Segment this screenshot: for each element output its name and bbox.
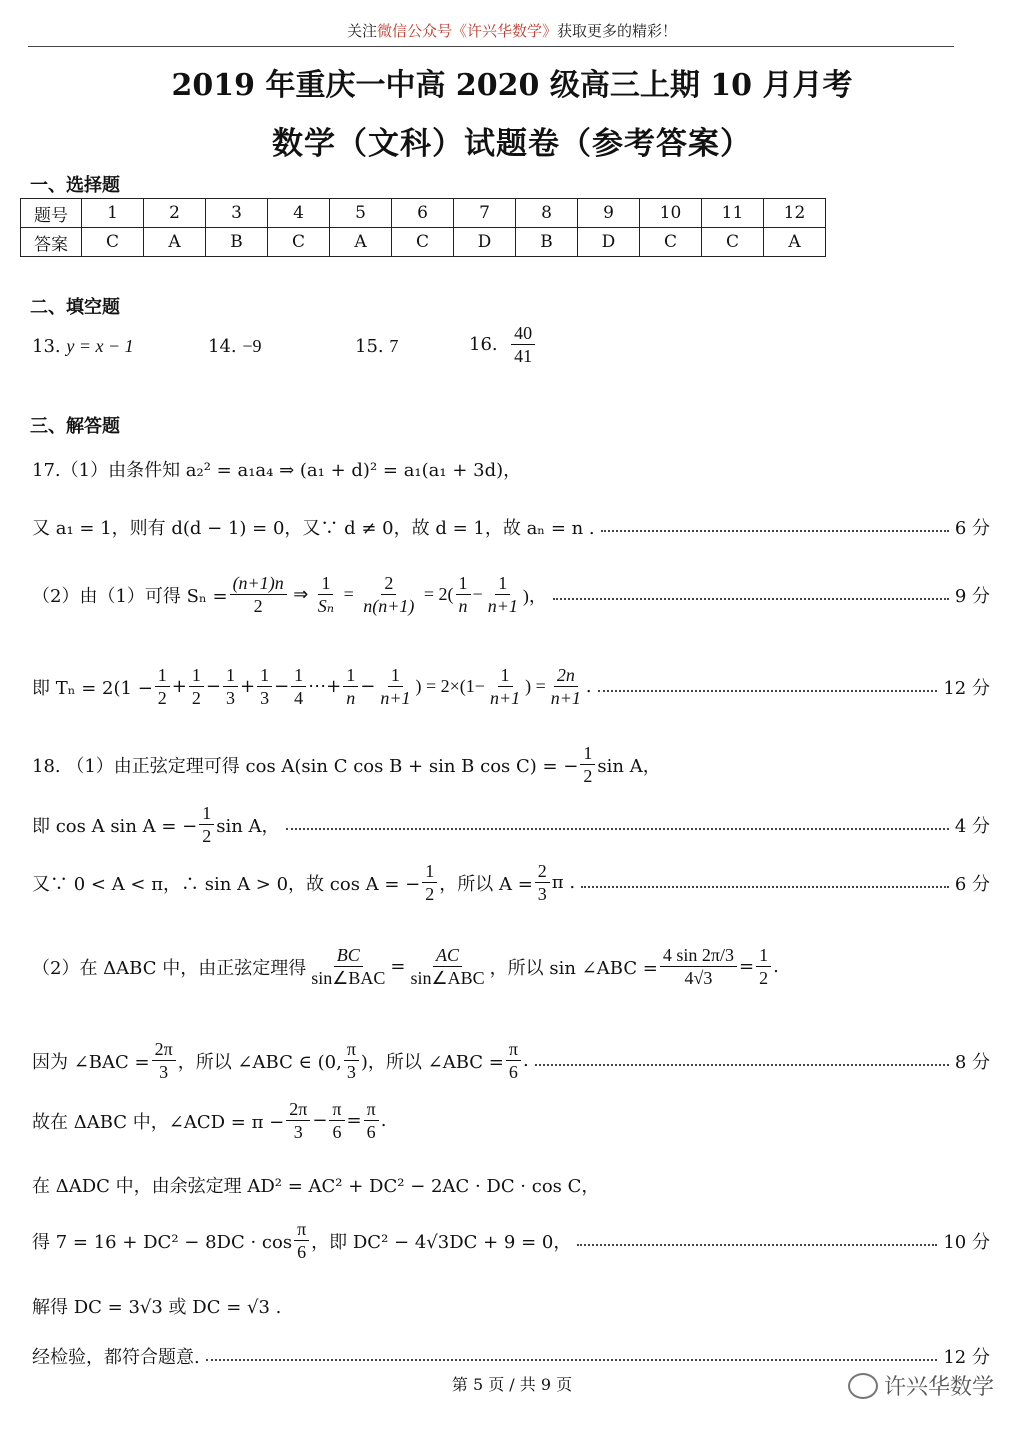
fraction <box>294 1218 309 1263</box>
fraction-numerator: 1 <box>343 664 358 687</box>
table-cell: 12 <box>764 199 826 228</box>
fraction <box>152 1038 176 1083</box>
line-text: sin A， <box>216 815 280 837</box>
q-label: 16. <box>469 334 498 355</box>
fraction-numerator: 1 <box>498 664 513 687</box>
solution-line: （2）在 ΔABC 中，由正弦定理得 $\frac{BC}{\text{sin∠BAC}}$ = $\frac{AC}{\text{sin∠ABC}}$ ，所以 sin ∠ABC = $\frac{4 \sin 2\pi/3}{4√3}$ = $\frac{1}{2}$ . <box>32 945 779 988</box>
fraction-denominator: 3 <box>346 1062 356 1082</box>
score: 8 分 <box>954 1051 990 1073</box>
q-answer: y = x − 1 <box>66 336 134 356</box>
fraction <box>199 802 214 847</box>
q-label: 15. <box>355 336 384 357</box>
fraction-denominator: 3 <box>159 1062 169 1082</box>
fraction-denominator: n(n+1) <box>363 596 415 616</box>
dot-leader <box>581 886 949 888</box>
table-cell: C <box>640 228 702 257</box>
score: 10 分 <box>943 1231 990 1253</box>
line-text: 又∵ 0 < A < π，∴ sin A > 0，故 cos A = − <box>32 873 421 895</box>
fraction-numerator: 1 <box>388 664 403 687</box>
solution-line <box>32 1172 990 1198</box>
fraction <box>343 664 358 709</box>
solution-line <box>32 860 990 905</box>
fraction <box>456 572 471 617</box>
fraction-numerator: 1 <box>456 572 471 595</box>
wechat-icon <box>848 1373 878 1399</box>
fraction-numerator: 1 <box>155 664 170 687</box>
fraction-numerator: 1 <box>223 664 238 687</box>
fraction <box>257 664 272 709</box>
fraction <box>360 572 417 617</box>
solution-line <box>32 802 990 847</box>
line-text: （2）由（1）可得 Sₙ = <box>32 585 228 607</box>
watermark <box>848 1370 994 1401</box>
table-cell: D <box>454 228 516 257</box>
dot-leader <box>598 690 938 692</box>
table-cell: B <box>516 228 578 257</box>
fraction-denominator: n+1 <box>380 688 411 708</box>
fraction <box>344 1038 359 1083</box>
fraction <box>286 1098 310 1143</box>
solution-line <box>32 1293 990 1319</box>
line-text: ，所以 ∠ABC ∈ (0, <box>177 1051 342 1073</box>
fraction-denominator: 2 <box>759 968 769 988</box>
row-label: 答案 <box>21 228 82 257</box>
fraction-numerator: π <box>344 1038 359 1061</box>
fraction-numerator: 4 sin 2π/3 <box>660 944 737 967</box>
header-rule <box>28 46 954 47</box>
table-cell: C <box>268 228 330 257</box>
row-label: 题号 <box>21 199 82 228</box>
fraction-numerator: π <box>364 1098 379 1121</box>
fraction-denominator: 6 <box>297 1242 307 1262</box>
fraction-denominator: 3 <box>293 1122 303 1142</box>
fraction <box>511 322 535 367</box>
header-suffix: 获取更多的精彩！ <box>557 22 678 40</box>
table-cell: 5 <box>330 199 392 228</box>
fraction-numerator: 1 <box>422 860 437 883</box>
fraction-denominator: 41 <box>514 346 533 366</box>
dot-leader <box>535 1064 949 1066</box>
math-symbol: = <box>339 584 359 604</box>
fraction-numerator: π <box>506 1038 521 1061</box>
math-symbol: = 2( <box>419 584 454 604</box>
line-text: 故在 ΔABC 中，∠ACD = π − <box>32 1111 285 1133</box>
fraction <box>548 664 584 709</box>
dot-leader <box>577 1244 937 1246</box>
table-cell: A <box>144 228 206 257</box>
line-text: ，所以 sin ∠ABC = <box>489 957 658 979</box>
math-symbol: )， <box>522 585 547 606</box>
fraction-numerator: 2 <box>381 572 396 595</box>
header-prefix: 关注 <box>346 22 377 40</box>
fraction-denominator: 3 <box>537 884 547 904</box>
fraction-denominator: 2 <box>202 826 212 846</box>
dot-leader <box>553 598 949 600</box>
fraction-numerator: 40 <box>511 322 535 345</box>
fraction <box>364 1098 379 1143</box>
fraction <box>407 944 487 989</box>
fraction-denominator: 2 <box>191 688 201 708</box>
fraction <box>506 1038 521 1083</box>
line-text: 解得 DC = 3√3 或 DC = √3 . <box>32 1297 282 1318</box>
fraction-numerator: 1 <box>257 664 272 687</box>
fraction-numerator: 2n <box>554 664 578 687</box>
math-symbol: − <box>472 584 483 604</box>
table-row-numbers <box>21 199 826 228</box>
table-cell: 4 <box>268 199 330 228</box>
table-cell: 8 <box>516 199 578 228</box>
fill-13 <box>32 336 134 357</box>
score: 6 分 <box>954 518 990 539</box>
table-cell: C <box>702 228 764 257</box>
score: 12 分 <box>943 1347 990 1368</box>
table-cell: 9 <box>578 199 640 228</box>
fraction-numerator: 1 <box>199 802 214 825</box>
fraction <box>155 664 170 709</box>
table-cell: B <box>206 228 268 257</box>
fraction <box>189 664 204 709</box>
line-text: 又 a₁ = 1，则有 d(d − 1) = 0，又∵ d ≠ 0，故 d = 1，故 aₙ = n . <box>32 518 595 539</box>
fraction-denominator: 3 <box>260 688 270 708</box>
table-cell: 7 <box>454 199 516 228</box>
solution-line <box>32 514 990 540</box>
fraction-numerator: π <box>294 1218 309 1241</box>
line-text: )，所以 ∠ABC = <box>360 1051 504 1073</box>
fraction-denominator: n <box>458 596 468 616</box>
fraction-numerator: 2 <box>535 860 550 883</box>
line-text: 得 7 = 16 + DC² − 8DC · cos <box>32 1231 293 1253</box>
solution-line <box>32 742 990 787</box>
score: 9 分 <box>954 585 990 607</box>
table-cell: 3 <box>206 199 268 228</box>
solution-line <box>32 456 990 482</box>
math-symbol: ) = <box>525 676 546 696</box>
fraction-denominator: 4 <box>294 688 304 708</box>
table-cell: C <box>392 228 454 257</box>
fraction <box>580 742 595 787</box>
section-fill: 二、填空题 <box>30 297 120 318</box>
table-cell: A <box>330 228 392 257</box>
line-text: sin A， <box>597 755 661 777</box>
solution-line: 因为 ∠BAC = $\frac{2\pi}{3}$ ，所以 ∠ABC ∈ (0, $\frac{\pi}{3}$ )，所以 ∠ABC = $\frac{\pi}{6}$ . 8 分 <box>32 1039 990 1082</box>
fraction-denominator: 4√3 <box>684 968 713 988</box>
answer-table <box>20 198 826 257</box>
fill-16 <box>469 322 537 367</box>
fraction-denominator: n+1 <box>487 596 518 616</box>
page-footer: 第 5 页 / 共 9 页 <box>451 1375 573 1394</box>
fraction <box>485 572 521 617</box>
fraction-denominator: 6 <box>508 1062 518 1082</box>
line-text: 在 ΔADC 中，由余弦定理 AD² = AC² + DC² − 2AC · DC · cos C， <box>32 1176 600 1197</box>
fraction <box>329 1098 344 1143</box>
dot-leader <box>286 828 949 830</box>
fraction-denominator: n+1 <box>550 688 581 708</box>
table-cell: 6 <box>392 199 454 228</box>
q-answer: −9 <box>242 336 262 356</box>
solution-line <box>32 1218 990 1263</box>
fraction-numerator: 2π <box>152 1038 176 1061</box>
line-text: ，即 DC² − 4√3DC + 9 = 0， <box>311 1231 572 1253</box>
header-highlight: 微信公众号《许兴华数学》 <box>376 22 557 40</box>
fraction-numerator: 1 <box>189 664 204 687</box>
line-text: 经检验，都符合题意. <box>32 1347 200 1368</box>
fraction-numerator: 1 <box>318 572 333 595</box>
fraction-denominator: 6 <box>332 1122 342 1142</box>
page-header <box>0 20 1024 41</box>
fill-15 <box>355 336 398 357</box>
fraction-denominator: 6 <box>366 1122 376 1142</box>
fraction-numerator: (n+1)n <box>230 572 287 595</box>
exam-title: 2019 年重庆一中高 2020 级高三上期 10 月月考 <box>171 68 853 103</box>
line-text: 即 cos A sin A = − <box>32 815 198 837</box>
fraction-numerator: BC <box>334 944 363 967</box>
table-cell: 11 <box>702 199 764 228</box>
fraction-denominator: n <box>346 688 356 708</box>
solution-line <box>32 1343 990 1369</box>
fraction-denominator: Sₙ <box>317 596 335 616</box>
table-row-answers <box>21 228 826 257</box>
line-text: 17.（1）由条件知 a₂² = a₁a₄ ⇒ (a₁ + d)² = a₁(a₁ + 3d)， <box>32 460 522 481</box>
fraction-denominator: 2 <box>583 766 593 786</box>
solution-line: 故在 ΔABC 中，∠ACD = π − $\frac{2\pi}{3}$ − $\frac{\pi}{6}$ = $\frac{\pi}{6}$ . <box>32 1099 387 1142</box>
score: 4 分 <box>954 815 990 837</box>
fraction <box>377 664 413 709</box>
line-text: （2）在 ΔABC 中，由正弦定理得 <box>32 957 307 979</box>
watermark-text: 许兴华数学 <box>883 1375 994 1400</box>
math-symbol: ⇒ <box>288 584 313 604</box>
fraction-denominator: n+1 <box>489 688 521 708</box>
solution-line: 即 Tₙ = 2(1 − $\frac{1}{2}$ + $\frac{1}{2}$ − $\frac{1}{3}$ + $\frac{1}{3}$ − $\frac{1}{4}$ ⋯+ $\frac{1}{n}$ − $\frac{1}{n+1}$ ) = 2×(1− $\frac{1}{n+1}$ ) = $\frac{2n}{n+1}$ . 12 分 <box>32 665 990 708</box>
fill-14 <box>208 336 262 357</box>
math-symbol: ) = 2×(1− <box>415 676 485 696</box>
fraction-denominator: sin∠ABC <box>410 968 485 988</box>
score: 6 分 <box>954 873 990 895</box>
fraction-numerator: 1 <box>756 944 771 967</box>
fraction <box>291 664 306 709</box>
fraction-denominator: 2 <box>253 596 263 616</box>
fraction-denominator: sin∠BAC <box>311 968 386 988</box>
dot-leader <box>206 1359 938 1361</box>
fraction-denominator: 2 <box>157 688 167 708</box>
solution-line <box>32 572 990 617</box>
table-cell: D <box>578 228 640 257</box>
q-label: 14. <box>208 336 237 357</box>
fraction <box>756 944 771 989</box>
score: 12 分 <box>943 677 990 699</box>
fraction-numerator: 1 <box>580 742 595 765</box>
table-cell: 10 <box>640 199 702 228</box>
q-label: 13. <box>32 336 61 357</box>
q-answer: 7 <box>389 336 399 356</box>
table-cell: 1 <box>82 199 144 228</box>
line-text: π . <box>551 872 576 893</box>
fraction <box>660 944 737 989</box>
fraction-numerator: AC <box>433 944 462 967</box>
fraction-denominator: 3 <box>225 688 235 708</box>
line-text: 即 Tₙ = 2(1 − <box>32 677 153 699</box>
table-cell: A <box>764 228 826 257</box>
line-text: ，所以 A = <box>439 873 533 895</box>
section-solution: 三、解答题 <box>30 416 120 437</box>
table-cell: C <box>82 228 144 257</box>
fraction-numerator: π <box>329 1098 344 1121</box>
exam-subtitle: 数学（文科）试题卷（参考答案） <box>272 126 752 162</box>
fraction <box>487 664 523 709</box>
fraction <box>223 664 238 709</box>
fraction-denominator: 2 <box>425 884 435 904</box>
line-text: 因为 ∠BAC = <box>32 1051 150 1073</box>
dot-leader <box>601 530 949 532</box>
fraction-numerator: 2π <box>286 1098 310 1121</box>
section-choice: 一、选择题 <box>30 175 120 196</box>
fraction <box>422 860 437 905</box>
table-cell: 2 <box>144 199 206 228</box>
fraction <box>535 860 550 905</box>
fraction-numerator: 1 <box>495 572 510 595</box>
line-text: 18. （1）由正弦定理可得 cos A(sin C cos B + sin B cos C) = − <box>32 755 579 777</box>
fraction <box>315 572 337 617</box>
fraction-numerator: 1 <box>291 664 306 687</box>
fraction <box>230 572 287 617</box>
fraction <box>308 944 388 989</box>
